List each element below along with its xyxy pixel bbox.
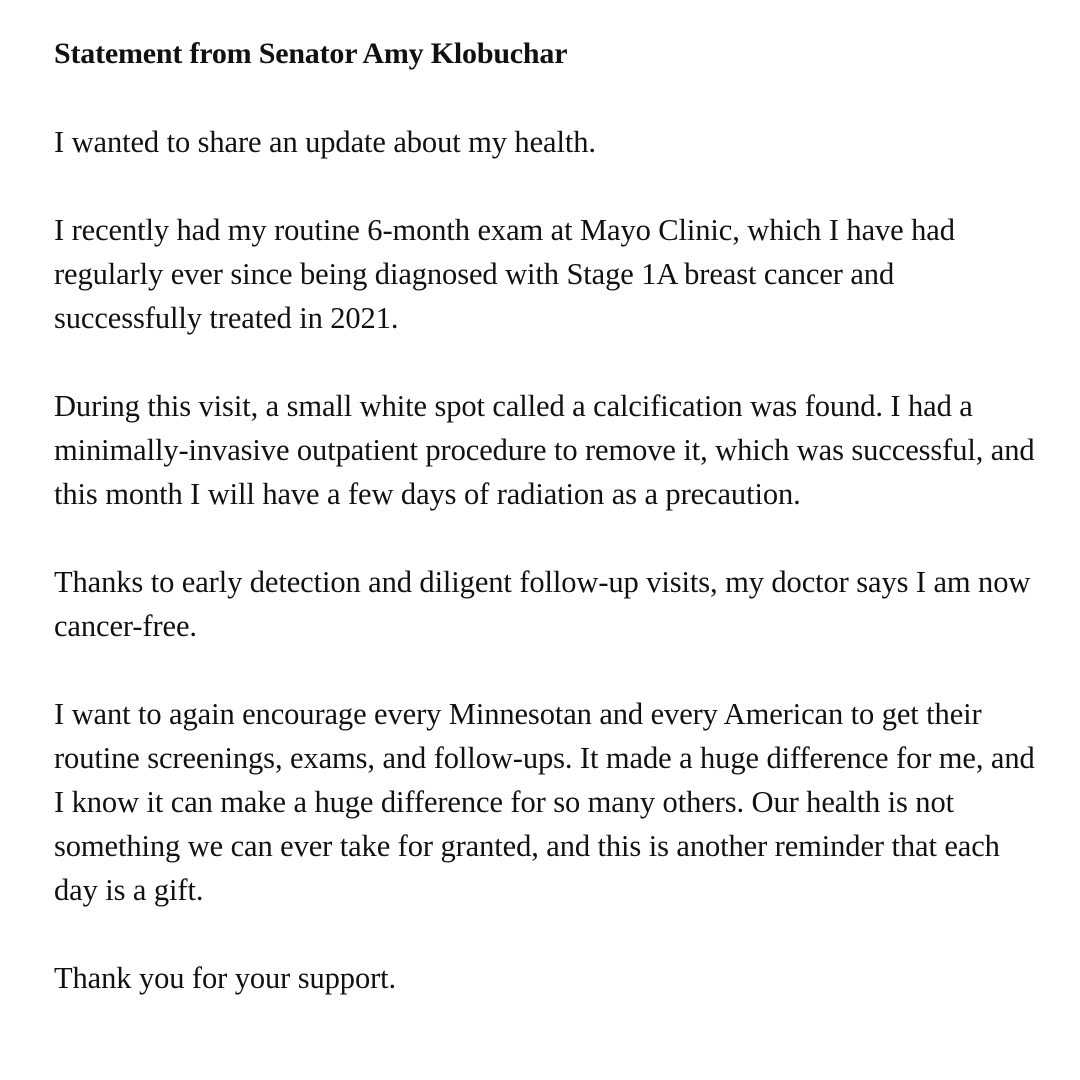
statement-paragraph-cancer-free: Thanks to early detection and diligent follow-up visits, my doctor says I am now cancer-free. <box>54 565 1031 643</box>
statement-paragraph-procedure: During this visit, a small white spot called a calcification was found. I had a minimally-invasive outpatient procedure to remove it, which was successful, and this month I will have a few days of radiation as a precaution. <box>54 389 1035 511</box>
statement-paragraph-thanks: Thank you for your support. <box>54 961 397 995</box>
statement-paragraph-encouragement: I want to again encourage every Minnesotan and every American to get their routine screenings, exams, and follow-ups. It made a huge difference for me, and I know it can make a huge difference for so many others. Our health is not something we can ever take for granted, and this is another reminder that each day is a gift. <box>54 697 1035 907</box>
statement-document <box>54 32 1044 1000</box>
statement-paragraph-exam: I recently had my routine 6-month exam at Mayo Clinic, which I have had regularly ever since being diagnosed with Stage 1A breast cancer and successfully treated in 2021. <box>54 213 955 335</box>
statement-title: Statement from Senator Amy Klobuchar <box>54 37 568 70</box>
statement-paragraph-update: I wanted to share an update about my health. <box>54 125 596 159</box>
